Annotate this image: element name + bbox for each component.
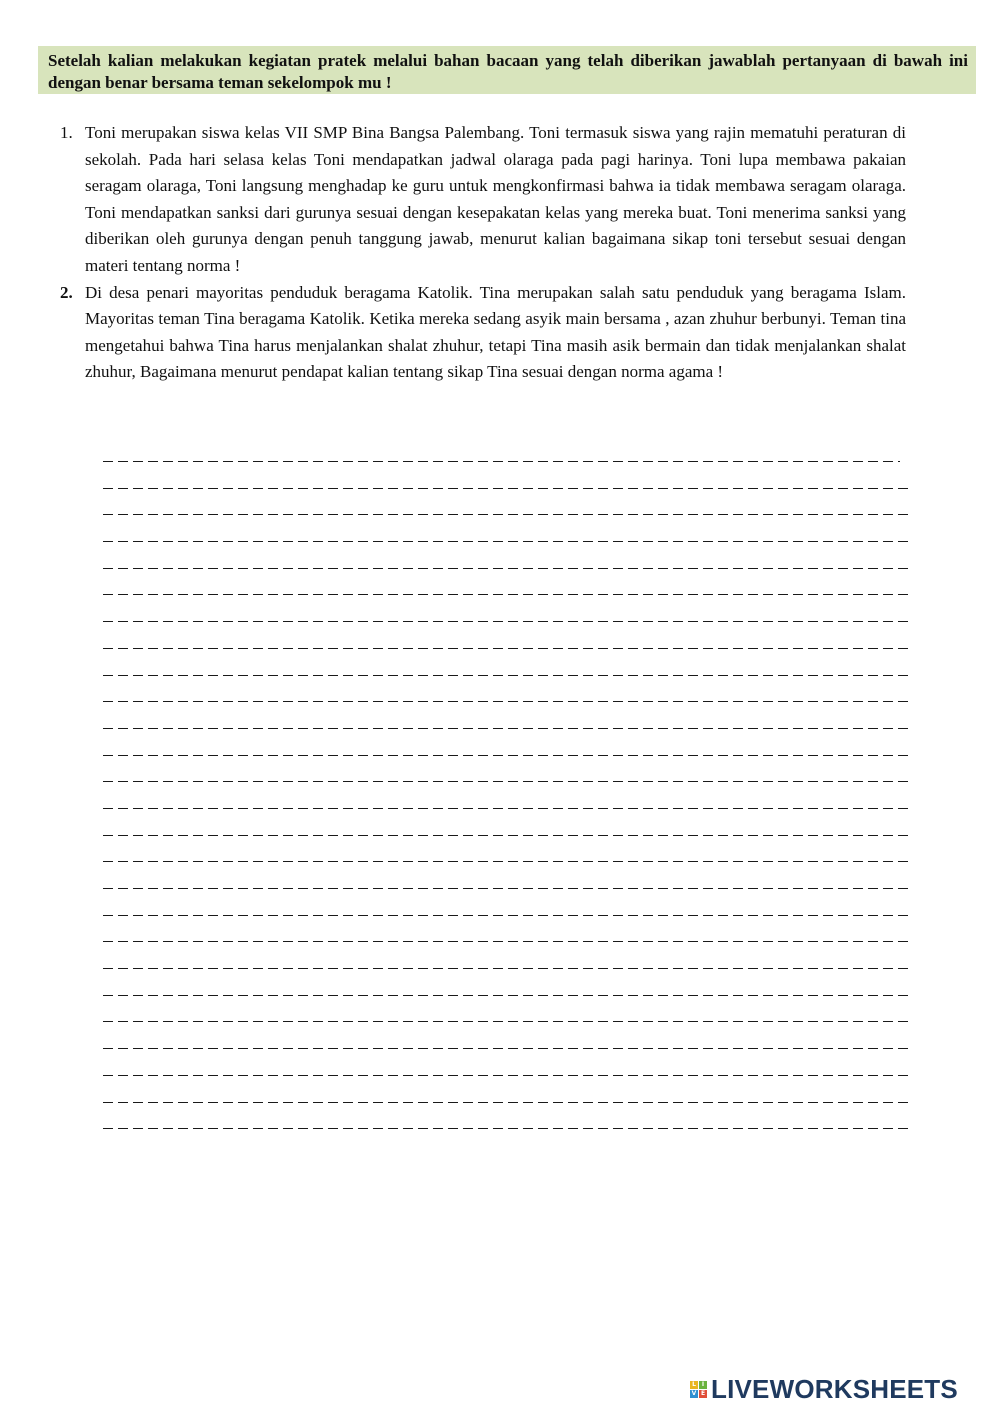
question-text: Toni merupakan siswa kelas VII SMP Bina Bangsa Palembang. Toni termasuk siswa yang rajin mematuhi peraturan di sekolah. Pada hari selasa kelas Toni mendapatkan jadwal olaraga pada pagi harinya. Toni lupa membawa pakaian seragam olaraga, Toni langsung menghadap ke guru untuk mengkonfirmasi bahwa ia tidak membawa seragam olaraga. Toni mendapatkan sanksi dari gurunya sesuai dengan kesepakatan kelas yang mereka buat. Toni menerima sanksi yang diberikan oleh gurunya dengan penuh tanggung jawab, menurut kalian bagaimana sikap toni tersebut sesuai dengan materi tentang norma ! [85, 123, 906, 275]
answer-line[interactable] [103, 555, 908, 569]
answer-line[interactable] [103, 448, 900, 462]
answer-line[interactable] [103, 1008, 908, 1022]
answer-line[interactable] [103, 848, 908, 862]
instruction-box [38, 46, 976, 94]
answer-line[interactable] [103, 768, 908, 782]
question-item [50, 280, 906, 386]
answer-line[interactable] [103, 581, 908, 595]
question-number: 1. [60, 123, 73, 142]
answer-line[interactable] [103, 982, 908, 996]
logo-text: LIVEWORKSHEETS [711, 1373, 958, 1404]
answer-line[interactable] [103, 475, 908, 489]
question-item [50, 120, 906, 280]
liveworksheets-logo-icon [690, 1381, 707, 1398]
logo-mark-v: V [691, 1390, 697, 1397]
answer-line[interactable] [103, 1115, 908, 1129]
question-text: Di desa penari mayoritas penduduk beragama Katolik. Tina merupakan salah satu penduduk yang beragama Islam. Mayoritas teman Tina beragama Katolik. Ketika mereka sedang asyik main bersama , azan zhuhur berbunyi. Teman tina mengetahui bahwa Tina harus menjalankan shalat zhuhur, tetapi Tina masih asik bermain dan tidak menjalankan shalat zhuhur, Bagaimana menurut pendapat kalian tentang sikap Tina sesuai dengan norma agama ! [85, 282, 906, 382]
answer-line[interactable] [103, 635, 908, 649]
answer-line[interactable] [103, 1035, 908, 1049]
answer-line[interactable] [103, 1062, 908, 1076]
answer-line[interactable] [103, 875, 908, 889]
answer-line[interactable] [103, 1089, 908, 1103]
logo-mark-e: E [700, 1390, 706, 1397]
instruction-text: Setelah kalian melakukan kegiatan pratek melalui bahan bacaan yang telah diberikan jawablah pertanyaan di bawah ini dengan benar bersama teman sekelompok mu ! [48, 51, 968, 92]
answer-line[interactable] [103, 608, 908, 622]
answer-line[interactable] [103, 902, 908, 916]
answer-line[interactable] [103, 955, 908, 969]
question-number: 2. [60, 282, 73, 302]
answer-line[interactable] [103, 822, 908, 836]
logo-mark-i: I [699, 1381, 707, 1389]
answer-line[interactable] [103, 528, 908, 542]
answer-line[interactable] [103, 928, 908, 942]
answer-line[interactable] [103, 742, 908, 756]
answer-line[interactable] [103, 715, 908, 729]
answer-line[interactable] [103, 795, 908, 809]
answer-line[interactable] [103, 688, 908, 702]
liveworksheets-logo [690, 1373, 958, 1404]
logo-mark-l: L [690, 1381, 698, 1389]
answer-area[interactable] [103, 448, 908, 1142]
answer-line[interactable] [103, 501, 908, 515]
answer-line[interactable] [103, 662, 908, 676]
question-list [50, 120, 906, 386]
